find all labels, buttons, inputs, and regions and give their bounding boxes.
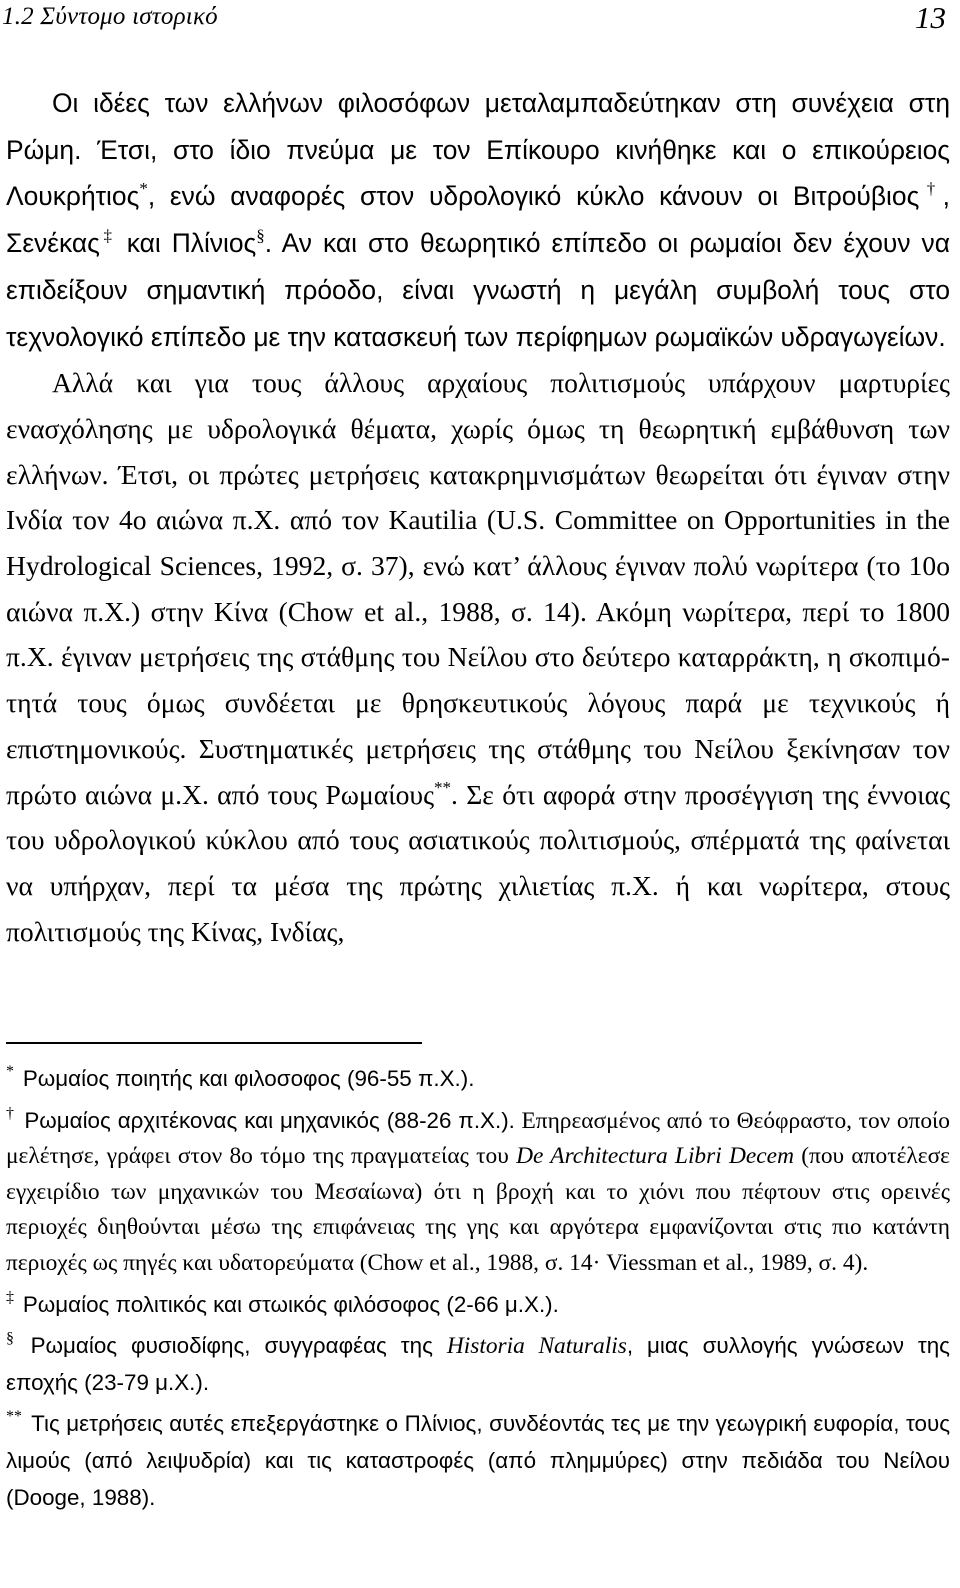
footnote-asterisk: [6, 1061, 950, 1098]
footnote-separator: [6, 1042, 422, 1044]
paragraph-1-text-part-1: Οι ιδέες των ελλήνων φιλοσόφων μεταλαμπαδεύτηκαν στη συνέχεια στη Ρώμη. Έτσι, στο ίδιο πνεύμα με τον Επίκουρο κινήθηκε και ο επικούρειος Λουκρήτιος: [6, 88, 950, 212]
footnote-mark: §: [6, 1330, 14, 1348]
footnote-italic-title: De Architectura Libri Decem: [516, 1143, 794, 1170]
footnote-ref-double-asterisk: **: [434, 777, 452, 797]
footnote-text-part-1: Ρωμαίος φυσιοδίφης, συγγραφέας της: [30, 1333, 447, 1359]
footnote-text-part-2: Επηρεασμένος από το Θεόφραστο, τον οποίο μελέτησε, γράφει στον 8ο τόμο της πραγματείας του: [6, 1107, 951, 1170]
footnote-ref-double-dagger: ‡: [99, 226, 116, 246]
footnote-text-part-1: Ρωμαίος αρχιτέκονας και μηχανικός (88-26 π.Χ.).: [24, 1107, 515, 1133]
footnote-mark: **: [6, 1408, 22, 1426]
footnote-text-part-3: (που αποτέλεσε εγχειρίδιο των μηχανικών του Μεσαίωνα) ότι η βροχή και το χιόνι που πέφτουν στις ορεινές περιοχές διηθούνται μέσω της επιφάνειας της γης και αργότερα εμφανίζονται στις πιο κατάντη περιοχές ως πηγές και υδατορεύματα (Chow et al., 1988, σ. 14· Viessman et al., 1989, σ. 4).: [6, 1143, 951, 1276]
footnote-mark: *: [6, 1063, 14, 1080]
footnote-mark: †: [6, 1104, 15, 1122]
footnote-ref-dagger: †: [919, 179, 943, 199]
paragraph-1-text-part-5: . Αν και στο θεωρητικό επίπεδο οι ρωμαίοι δεν έχουν να επιδείξουν σημαντική πρόοδο, είναι γνωστή η μεγάλη συμβολή τους στο τεχνολογικό επίπεδο με την κατασκευή των περίφημων ρωμαϊκών υδραγωγείων.: [6, 228, 951, 352]
footnote-text: Ρωμαίος ποιητής και φιλοσοφος (96-55 π.Χ.).: [22, 1066, 475, 1091]
paragraph-1-text-part-4: και Πλίνιος: [115, 228, 257, 259]
footnote-ref-section-sign: §: [256, 226, 265, 246]
page-number: 13: [915, 0, 946, 35]
paragraph-1-text-part-3: , Σενέκας: [6, 181, 950, 259]
section-title: 1.2 Σύντομο ιστορικό: [2, 3, 218, 30]
footnote-text: Τις μετρήσεις αυτές επεξεργάστηκε ο Πλίνιος, συνδέοντάς τες με την γεωγρική ευφορία, τους λιμούς (από λειψυδρία) και τις καταστροφές (από πλημμύρες) στην πεδιάδα του Νείλου (Dooge, 1988).: [6, 1411, 950, 1510]
paragraph-1: [6, 80, 950, 360]
running-header: [2, 0, 952, 40]
paragraph-2: [6, 360, 950, 954]
paragraph-2-text-part-2: . Σε ότι αφορά στην προσέγγιση της έννοιας του υδρολογικού κύκλου από τους ασιατικούς πολιτισμούς, σπέρματά της φαίνεται να υπήρχαν, περί τα μέσα της πρώτης χιλιετίας π.Χ. ή και νωρίτερα, στους πολιτισμούς της Κίνας, Ινδίας,: [6, 778, 950, 947]
footnote-double-asterisk: [6, 1406, 950, 1516]
footnote-text: Ρωμαίος πολιτικός και στωικός φιλόσοφος (2-66 μ.Χ.).: [22, 1291, 559, 1317]
footnote-mark: ‡: [6, 1288, 14, 1306]
footnote-italic-title: Historia Naturalis: [446, 1333, 627, 1360]
footnote-ref-asterisk: *: [139, 179, 148, 199]
footnote-dagger: [6, 1103, 950, 1282]
paragraph-2-text-part-1: Αλλά και για τους άλλους αρχαίους πολιτισμούς υπάρχουν μαρτυρίες ενασχόλησης με υδρολογικά θέματα, χωρίς όμως τη θεωρητική εμβάθυνση των ελλήνων. Έτσι, οι πρώτες μετρήσεις κατακρημνισμάτων θεωρείται ότι έγιναν στην Ινδία τον 4ο αιώνα π.Χ. από τον Kautilia (U.S. Committee on Opportunities in the Hydrological Sciences, 1992, σ. 37), ενώ κατ’ άλλους έγιναν πολύ νωρίτερα (το 10ο αιώνα π.Χ.) στην Κίνα (Chow et al., 1988, σ. 14). Ακόμη νωρίτερα, περί το 1800 π.Χ. έγιναν μετρήσεις της στάθμης του Νείλου στο δεύτερο καταρράκτη, η σκοπιμότητά τους όμως συνδέεται με θρησκευτικούς λόγους παρά με τεχνικούς ή επιστημονικούς. Συστηματικές μετρήσεις της στάθμης του Νείλου ξεκίνησαν τον πρώτο αιώνα μ.Χ. από τους Ρωμαίους: [6, 367, 950, 810]
footnote-section-sign: [6, 1328, 950, 1401]
body-text: [6, 80, 950, 954]
paragraph-1-text-part-2: , ενώ αναφορές στον υδρολογικό κύκλο κάνουν οι Βιτρούβιος: [147, 181, 920, 212]
footnote-text-part-2: , μιας συλλογής γνώσεων της εποχής (23-79 μ.Χ.).: [6, 1333, 950, 1395]
footnote-double-dagger: [6, 1287, 950, 1324]
footnotes: [6, 1061, 950, 1521]
